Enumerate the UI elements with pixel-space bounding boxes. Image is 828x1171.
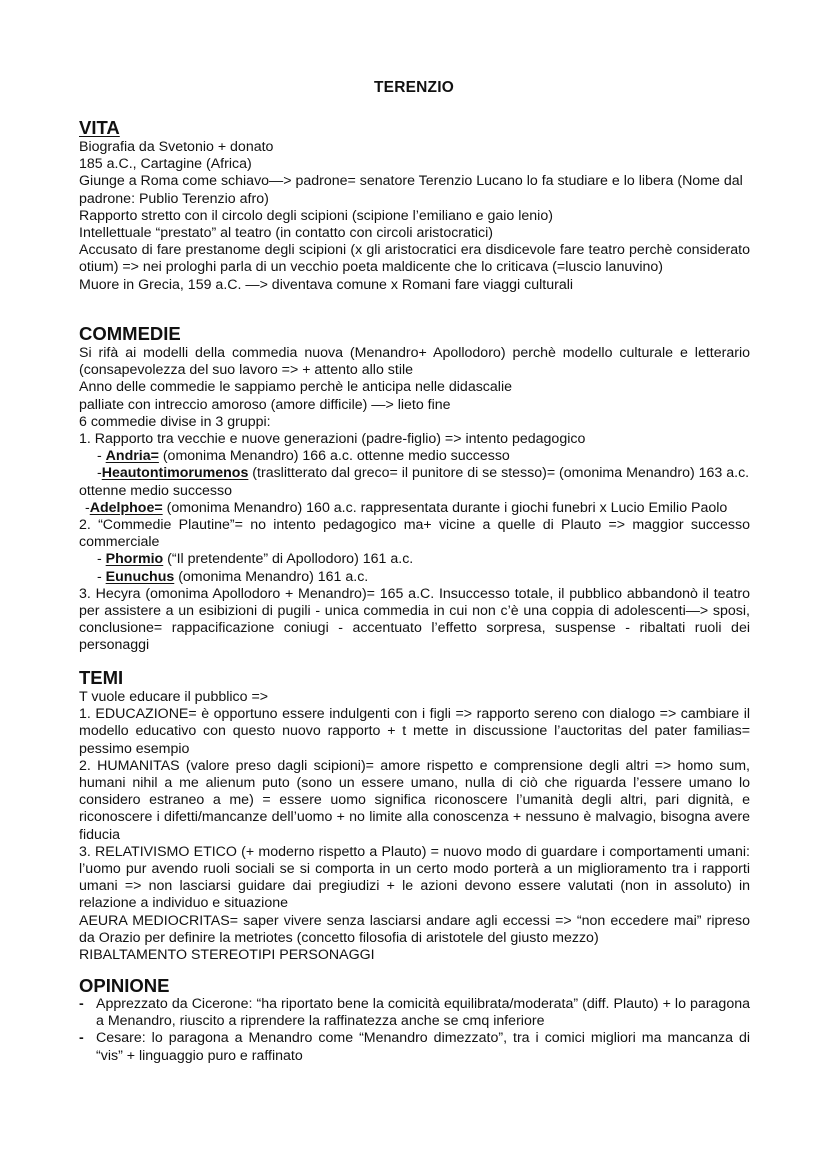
play-desc: (omonima Menandro) 161 a.c. [174,568,369,585]
opinione-item: - Cesare: lo paragona a Menandro come “Menandro dimezzato”, tra i comici migliori ma mancanza di “vis” + linguaggio puro e raffinato [79,1030,750,1064]
temi-line: 2. HUMANITAS (valore preso dagli scipioni)= amore rispetto e comprensione degli altri => homo sum, humani nihil a me alienum puto (sono un essere umano, nulla di ciò che riguarda l’essere umano lo considero estraneo a me) = essere uomo significa riconoscere l’umanità degli altri, pari dignità, e riconoscere i difetti/mancanze dell’uomo + no limite alla conoscenza + nessuno è malvagio, bisogna avere fiducia [79,757,750,843]
play-item [79,465,750,499]
play-dash: - [97,465,102,482]
commedie-line: 2. “Commedie Plautine”= no intento pedagogico ma+ vicine a quelle di Plauto => maggior successo commerciale [79,517,750,551]
play-dash: - [97,551,106,568]
document-title: TERENZIO [374,79,454,96]
play-item [79,551,750,568]
temi-line: 1. EDUCAZIONE= è opportuno essere indulgenti con i figli => rapporto sereno con dialogo => cambiare il modello educativo con questo nuovo rapporto + t mette in discussione l’auctoritas del pater familias= pessimo esempio [79,706,750,757]
temi-line: T vuole educare il pubblico => [79,689,269,705]
commedie-line: 3. Hecyra (omonima Apollodoro + Menandro)= 165 a.C. Insuccesso totale, il pubblico abbandonò il teatro per assistere a un esibizioni di pugili - unica commedia in cui non c’è una coppia di adolescenti—> sposi, conclusione= rappacificazione coniugi - accentuato l’effetto sorpresa, suspense - ribaltati ruoli dei personaggi [79,585,750,654]
play-title: Eunuchus [105,568,175,585]
commedie-line: 1. Rapporto tra vecchie e nuove generazioni (padre-figlio) => intento pedagogico [79,431,586,448]
section-heading-temi: TEMI [79,667,124,688]
section-temi [79,689,750,964]
vita-line: Giunge a Roma come schiavo—> padrone= senatore Terenzio Lucano lo fa studiare e lo libera (Nome dal padrone: Publio Terenzio afro) [79,173,743,207]
play-desc: (omonima Menandro) 166 a.c. ottenne medio successo [158,448,510,465]
temi-line: RIBALTAMENTO STEREOTIPI PERSONAGGI [79,947,375,964]
vita-line: Biografia da Svetonio + donato [79,139,274,155]
vita-line: Intellettuale “prestato” al teatro (in contatto con circoli aristocratici) [79,225,493,242]
section-heading-opinione: OPINIONE [79,975,170,996]
play-desc: (omonima Menandro) 160 a.c. rappresentata durante i giochi funebri x Lucio Emilio Paolo [162,499,728,516]
section-vita [79,139,750,294]
temi-line: 3. RELATIVISMO ETICO (+ moderno rispetto a Plauto) = nuovo modo di guardare i comportamenti umani: l’uomo pur avendo ruoli sociali se si comporta in un certo modo porterà a un miglioramento tra i rapporti umani => non lasciarsi guidare dai pregiudizi + le azioni devono essere valutati (non in assoluto) in relazione a individuo e situazione [79,843,750,912]
vita-line: 185 a.C., Cartagine (Africa) [79,156,252,173]
section-opinione [79,996,750,1065]
section-heading-vita: VITA [79,117,120,138]
vita-line: Muore in Grecia, 159 a.C. —> diventava comune x Romani fare viaggi culturali [79,276,574,293]
play-item [79,569,750,586]
play-title: Adelphoe= [89,499,163,516]
play-item [79,448,750,465]
commedie-line: Si rifà ai modelli della commedia nuova (Menandro+ Apollodoro) perchè modello culturale e letterario (consapevolezza del suo lavoro => + attento allo stile [79,345,750,379]
play-item [79,500,750,517]
commedie-line: 6 commedie divise in 3 gruppi: [79,413,271,430]
play-title: Andria= [105,448,159,465]
play-dash: - [85,499,90,516]
section-heading-commedie: COMMEDIE [79,323,181,344]
section-commedie [79,345,750,655]
opinione-item: - Apprezzato da Cicerone: “ha riportato bene la comicità equilibrata/moderata” (diff. Plauto) + lo paragona a Menandro, riuscito a riprendere la raffinatezza anche se cmq inferiore [79,996,750,1030]
play-desc: (“Il pretendente” di Apollodoro) 161 a.c. [163,551,414,568]
play-dash: - [97,448,106,465]
play-dash: - [97,568,106,585]
temi-line: AEURA MEDIOCRITAS= saper vivere senza lasciarsi andare agli eccessi => “non eccedere mai” ripreso da Orazio per definire la metriotes (concetto filosofia di aristotele del giusto mezzo) [79,912,750,946]
vita-line: Accusato di fare prestanome degli scipioni (x gli aristocratici era disdicevole fare teatro perchè considerato otium) => nei prologhi parla di un vecchio poeta maldicente che lo criticava (=luscio lanuvino) [79,242,750,276]
play-title: Heautontimorumenos [101,465,249,482]
play-title: Phormio [105,551,164,568]
play-desc: (traslitterato dal greco= il punitore di se stesso)= (omonima Menandro) 163 a.c. ottenne medio successo [79,465,750,499]
commedie-line: Anno delle commedie le sappiamo perchè le anticipa nelle didascalie [79,379,512,396]
commedie-line: palliate con intreccio amoroso (amore difficile) —> lieto fine [79,396,451,413]
vita-line: Rapporto stretto con il circolo degli scipioni (scipione l’emiliano e gaio lenio) [79,207,553,224]
